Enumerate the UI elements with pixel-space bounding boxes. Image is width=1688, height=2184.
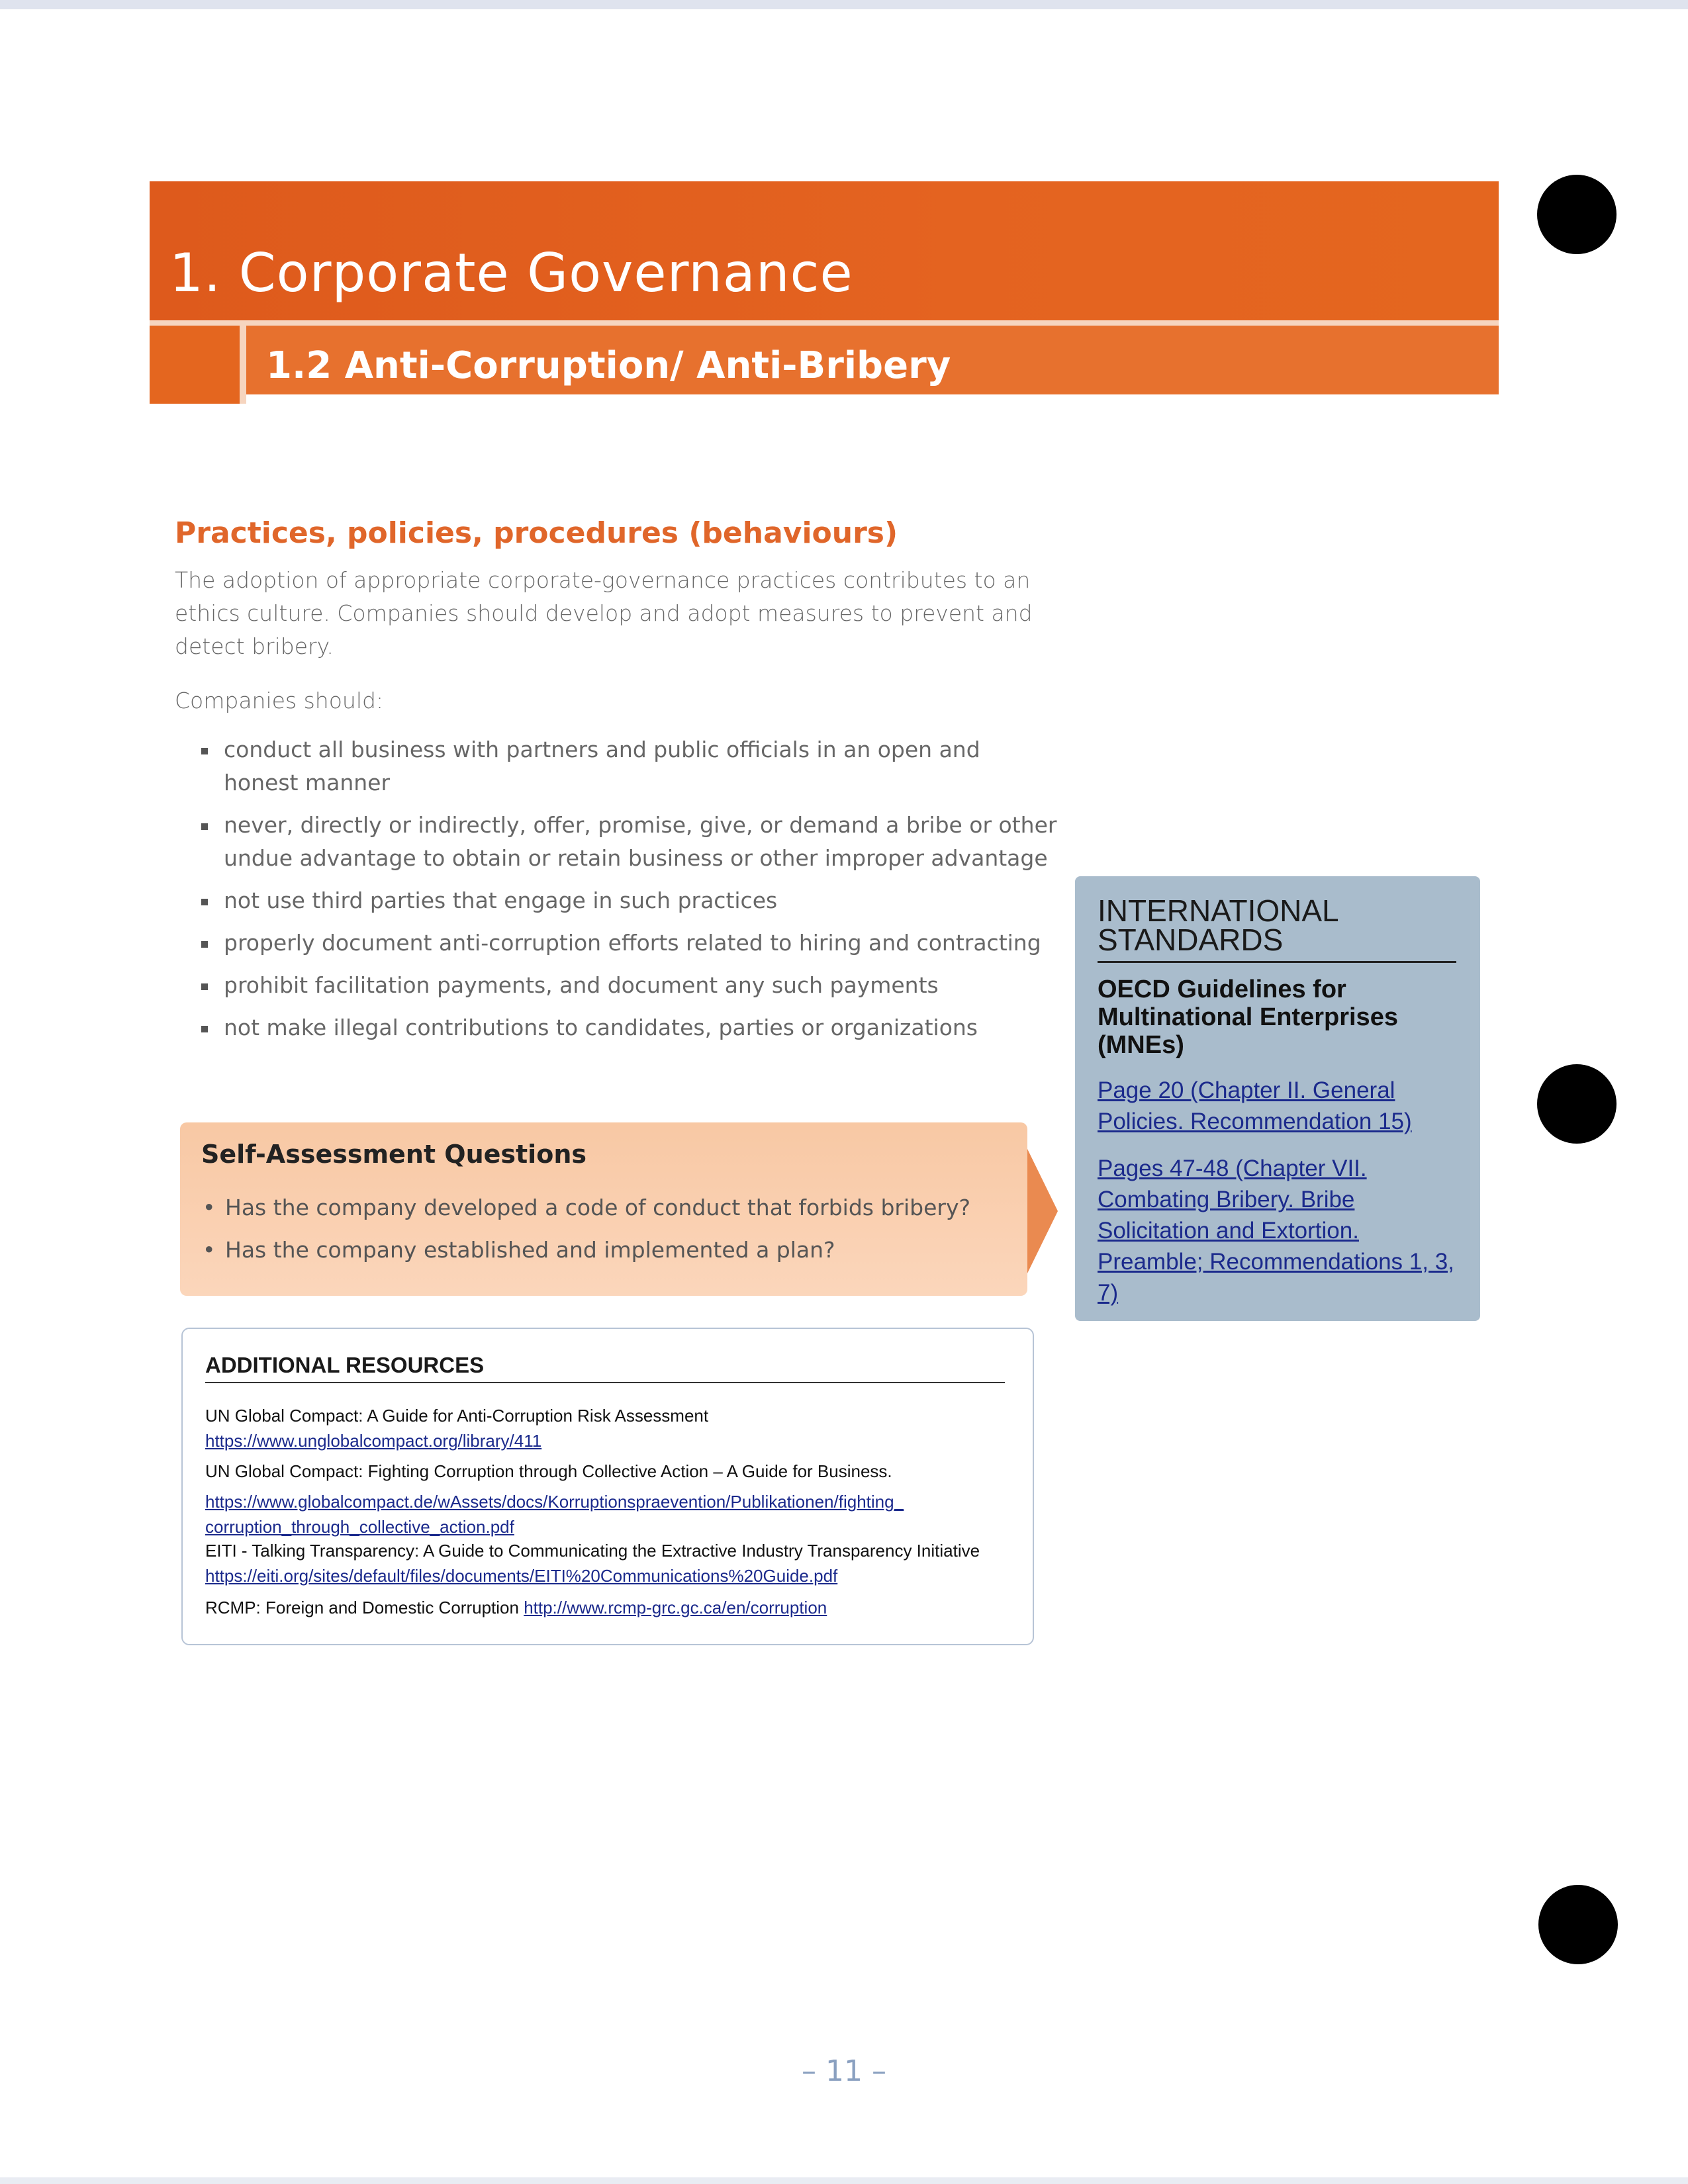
resource-title: UN Global Compact: A Guide for Anti-Corruption Risk Assessment: [205, 1406, 709, 1426]
section-title: 1.2 Anti-Corruption/ Anti-Bribery: [266, 344, 951, 387]
list-item: conduct all business with partners and public officials in an open and honest manner: [199, 733, 1059, 799]
oecd-guidelines-heading: OECD Guidelines for Multinational Enterprises (MNEs): [1098, 976, 1398, 1059]
self-assessment-arrow: [1027, 1149, 1058, 1273]
binder-hole-bottom: [1538, 1885, 1618, 1964]
subheader-gap: [240, 326, 246, 404]
resource-title: UN Global Compact: Fighting Corruption through Collective Action – A Guide for Business.: [205, 1461, 892, 1481]
resource-link[interactable]: http://www.rcmp-grc.gc.ca/en/corruption: [524, 1598, 827, 1617]
self-assessment-title: Self-Assessment Questions: [201, 1140, 586, 1169]
self-assessment-questions: [201, 1191, 970, 1276]
binder-hole-middle: [1537, 1064, 1617, 1144]
list-item: • Has the company developed a code of conduct that forbids bribery?: [201, 1191, 970, 1224]
scan-edge-bottom: [0, 2177, 1688, 2184]
resource-link[interactable]: https://www.unglobalcompact.org/library/411: [205, 1431, 542, 1451]
resource-title: EITI - Talking Transparency: A Guide to Communicating the Extractive Industry Transparency Initiative: [205, 1541, 980, 1561]
additional-resources-title: ADDITIONAL RESOURCES: [205, 1353, 485, 1377]
resource-item: [205, 1459, 1019, 1539]
binder-hole-top: [1537, 175, 1617, 254]
resource-link[interactable]: https://www.globalcompact.de/wAssets/docs/Korruptionspraevention/Publikationen/fighting_ corruption_through_collective_action.pdf: [205, 1492, 904, 1537]
oecd-pages-47-48-link[interactable]: Pages 47-48 (Chapter VII. Combating Bribery. Bribe Solicitation and Extortion. Preamble; Recommendations 1, 3, 7): [1098, 1156, 1454, 1306]
list-item: prohibit facilitation payments, and document any such payments: [199, 969, 1059, 1002]
self-assessment-box: [180, 1122, 1027, 1296]
section-header-band: [246, 326, 1499, 394]
resource-item: [205, 1595, 1019, 1620]
oecd-page-20-link[interactable]: Page 20 (Chapter II. General Policies. Recommendation 15): [1098, 1077, 1412, 1134]
page-number: – 11 –: [802, 2054, 886, 2088]
scan-edge-top: [0, 0, 1688, 9]
chapter-header-band: [150, 181, 1499, 320]
resource-item: [205, 1538, 1019, 1588]
additional-resources-divider: [205, 1382, 1005, 1383]
list-item: • Has the company established and implemented a plan?: [201, 1234, 970, 1267]
companies-should-lead: Companies should:: [175, 688, 384, 713]
resource-link[interactable]: https://eiti.org/sites/default/files/documents/EITI%20Communications%20Guide.pdf: [205, 1566, 838, 1586]
list-item: properly document anti-corruption efforts related to hiring and contracting: [199, 927, 1059, 960]
intro-paragraph: The adoption of appropriate corporate-governance practices contributes to an ethics culture. Companies should develop and adopt measures to prevent and detect bribery.: [175, 567, 1033, 659]
practices-heading: Practices, policies, procedures (behaviours): [175, 516, 898, 550]
list-item: not make illegal contributions to candidates, parties or organizations: [199, 1011, 1059, 1044]
list-item: never, directly or indirectly, offer, promise, give, or demand a bribe or other undue advantage to obtain or retain business or other improper advantage: [199, 809, 1059, 875]
header-divider: [150, 320, 1499, 326]
resource-title: RCMP: Foreign and Domestic Corruption: [205, 1598, 524, 1617]
international-standards-title: INTERNATIONAL STANDARDS: [1098, 893, 1338, 957]
list-item: not use third parties that engage in such practices: [199, 884, 1059, 917]
subheader-tab: [150, 326, 240, 404]
resource-item: [205, 1403, 1019, 1453]
international-standards-box: [1075, 876, 1480, 1321]
international-standards-divider: [1098, 961, 1456, 963]
chapter-title: 1. Corporate Governance: [169, 242, 853, 304]
practices-list: [199, 733, 1059, 1054]
additional-resources-box: [181, 1328, 1034, 1645]
